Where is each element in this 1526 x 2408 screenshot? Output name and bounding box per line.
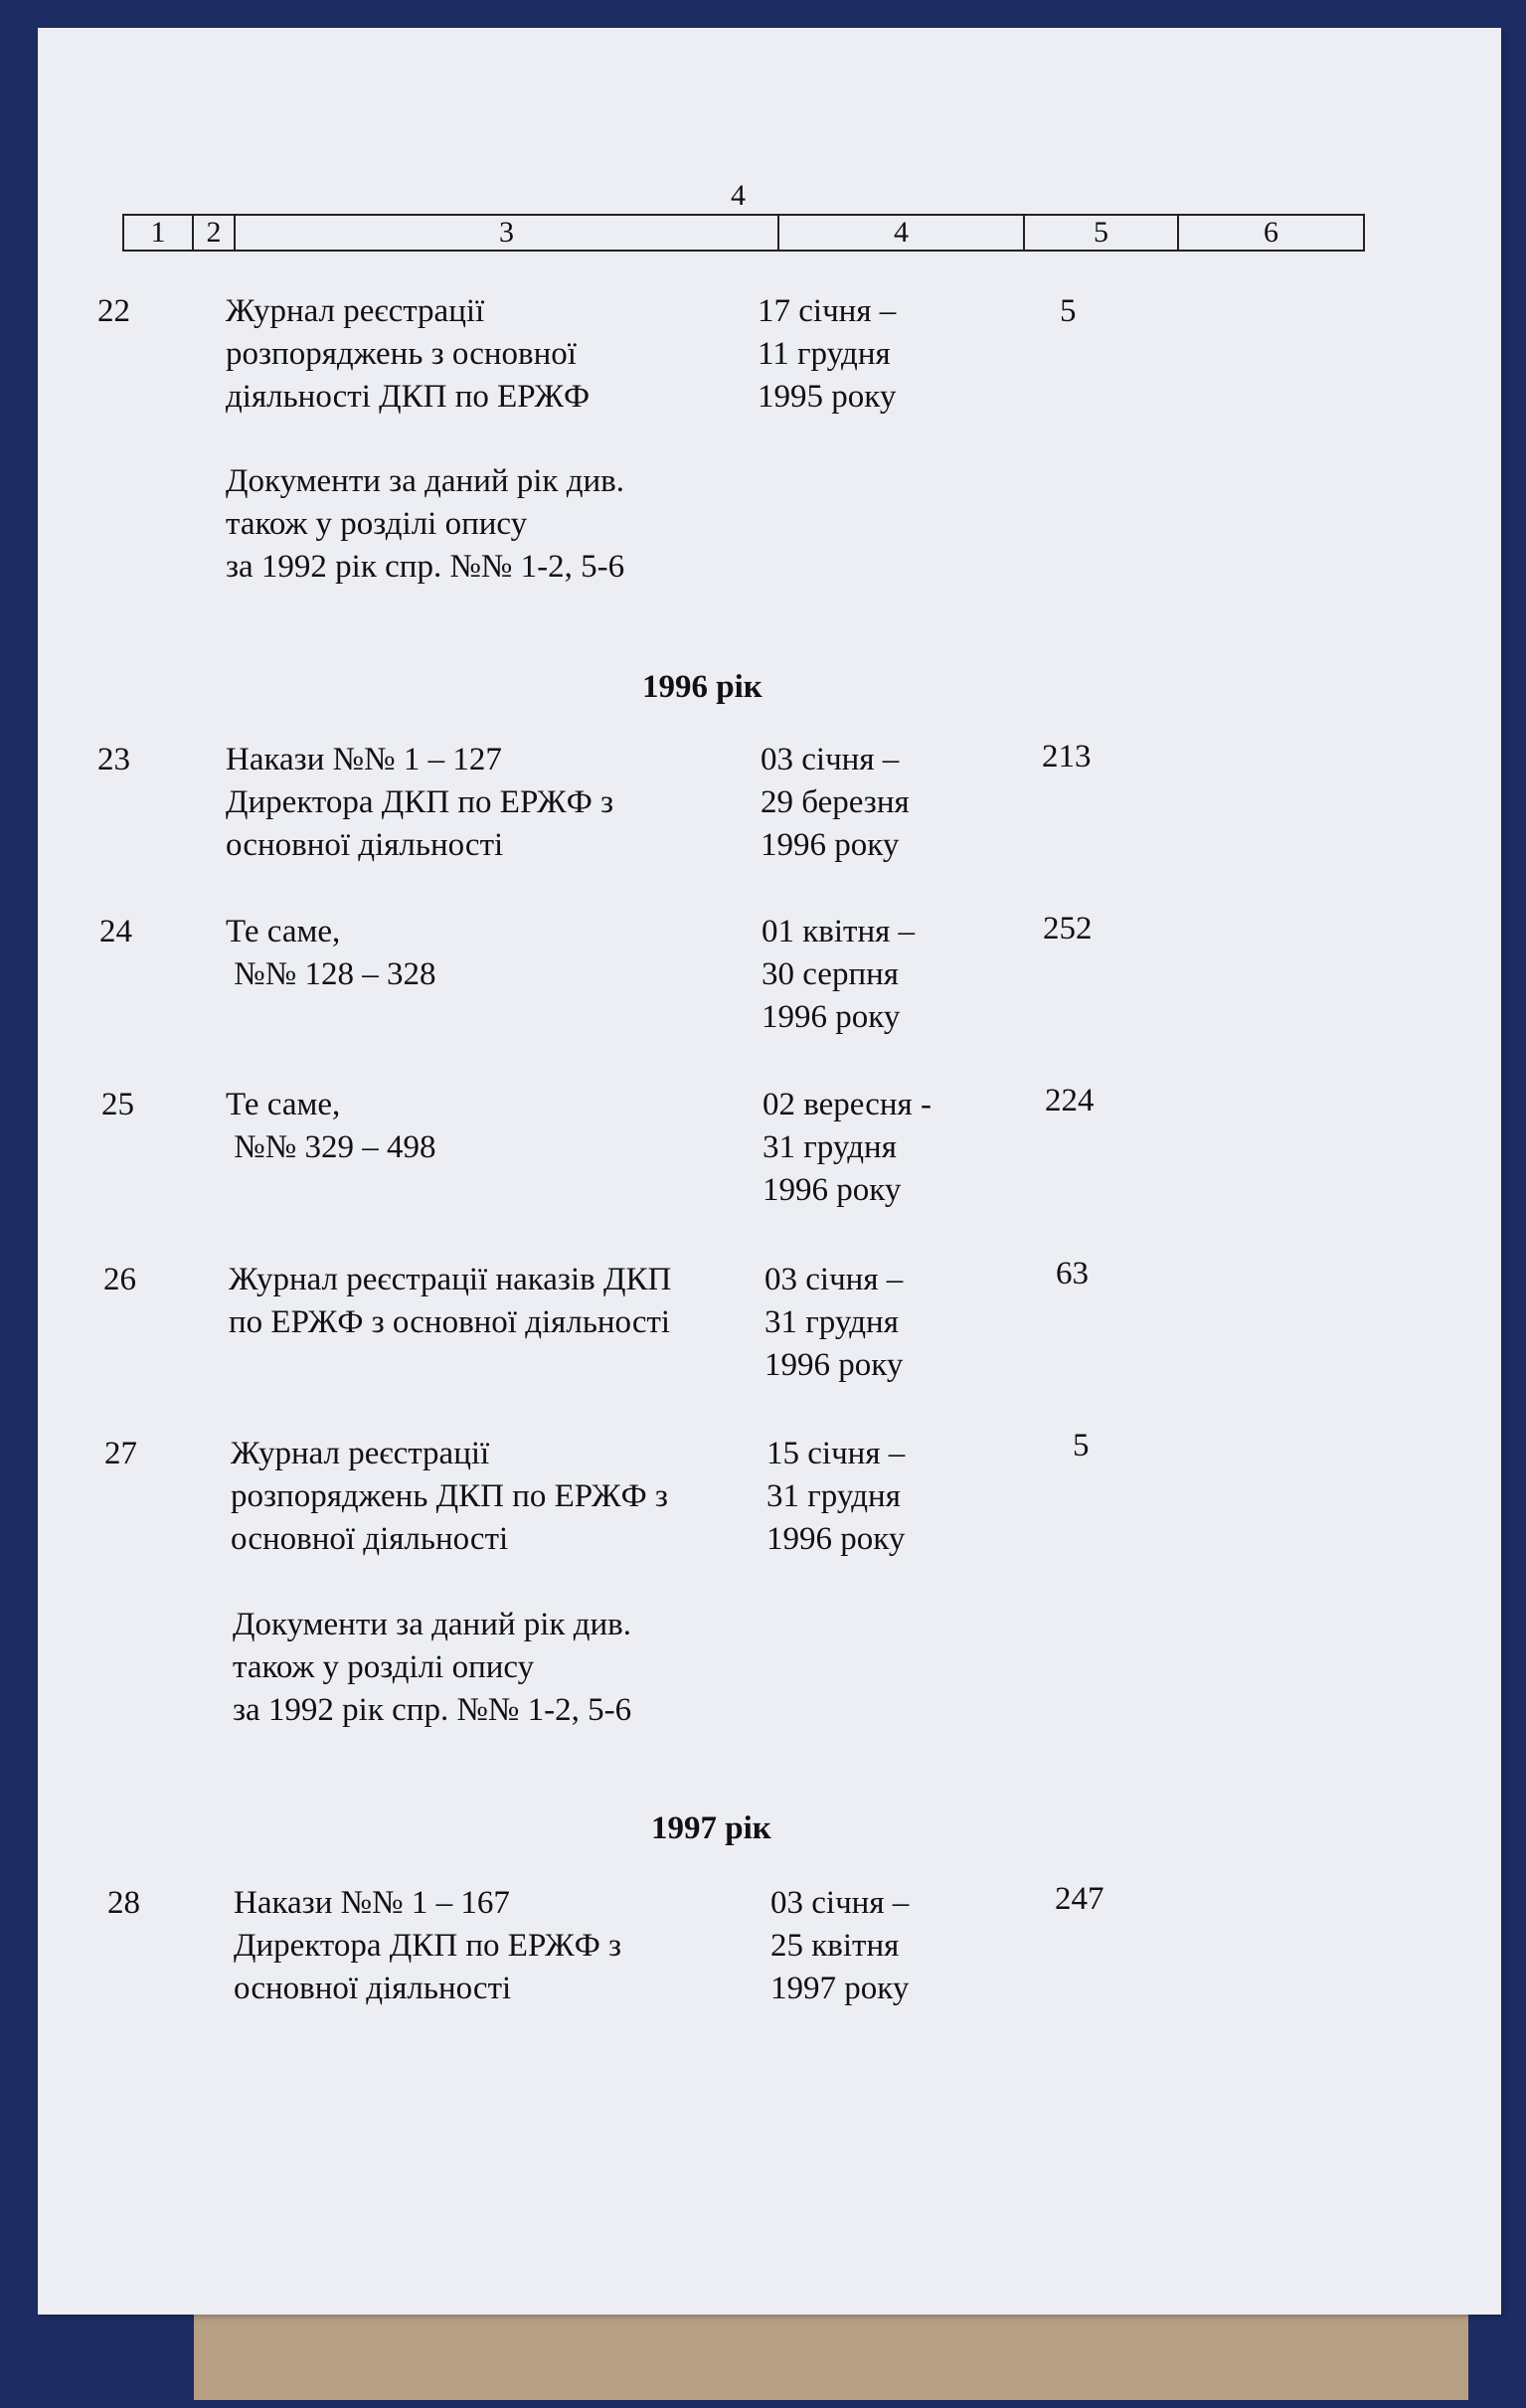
entry-title: Те саме, №№ 329 – 498 xyxy=(226,1087,436,1165)
entry-dates: 17 січня – 11 грудня 1995 року xyxy=(758,293,897,415)
column-header-6: 6 xyxy=(1264,216,1278,249)
column-header-row xyxy=(122,214,1365,252)
entry-number: 27 xyxy=(104,1436,137,1471)
entry-title: Журнал реєстрації наказів ДКП по ЕРЖФ з основної діяльності xyxy=(229,1262,672,1340)
entry-pages: 224 xyxy=(1045,1083,1095,1118)
note-text: Документи за даний рік див. також у розділі опису за 1992 рік спр. №№ 1-2, 5-6 xyxy=(226,463,625,585)
column-header-3: 3 xyxy=(236,216,779,250)
entry-title: Журнал реєстрації розпоряджень з основної діяльності ДКП по ЕРЖФ xyxy=(226,293,591,415)
entry-number: 22 xyxy=(97,293,130,329)
entry-number: 26 xyxy=(103,1262,136,1297)
entry-dates: 02 вересня - 31 грудня 1996 року xyxy=(763,1087,932,1208)
entry-pages: 63 xyxy=(1056,1256,1089,1291)
entry-pages: 5 xyxy=(1060,293,1077,329)
entry-dates: 03 січня – 31 грудня 1996 року xyxy=(764,1262,904,1383)
year-heading: 1996 рік xyxy=(642,669,763,705)
entry-title: Накази №№ 1 – 167 Директора ДКП по ЕРЖФ з основної діяльності xyxy=(234,1885,622,2006)
entry-pages: 252 xyxy=(1043,911,1093,946)
entry-title: Накази №№ 1 – 127 Директора ДКП по ЕРЖФ з основної діяльності xyxy=(226,742,614,863)
note-text: Документи за даний рік див. також у розділі опису за 1992 рік спр. №№ 1-2, 5-6 xyxy=(233,1607,632,1728)
column-header-2: 2 xyxy=(194,216,236,250)
column-header-4: 4 xyxy=(779,216,1025,250)
entry-title: Те саме, №№ 128 – 328 xyxy=(226,914,436,992)
entry-dates: 03 січня – 29 березня 1996 року xyxy=(761,742,910,863)
entry-title: Журнал реєстрації розпоряджень ДКП по ЕРЖФ з основної діяльності xyxy=(231,1436,668,1557)
entry-pages: 213 xyxy=(1042,739,1092,774)
entry-number: 23 xyxy=(97,742,130,777)
entry-dates: 03 січня – 25 квітня 1997 року xyxy=(770,1885,910,2006)
entry-pages: 5 xyxy=(1073,1428,1090,1463)
column-header-5: 5 xyxy=(1025,216,1179,250)
entry-dates: 01 квітня – 30 серпня 1996 року xyxy=(762,914,916,1035)
entry-number: 24 xyxy=(99,914,132,949)
document-page xyxy=(38,28,1501,2315)
entry-number: 25 xyxy=(101,1087,134,1122)
entry-number: 28 xyxy=(107,1885,140,1921)
year-heading: 1997 рік xyxy=(651,1810,771,1846)
entry-dates: 15 січня – 31 грудня 1996 року xyxy=(766,1436,906,1557)
page-number: 4 xyxy=(731,179,746,212)
entry-pages: 247 xyxy=(1055,1881,1104,1917)
column-header-1: 1 xyxy=(124,216,194,250)
